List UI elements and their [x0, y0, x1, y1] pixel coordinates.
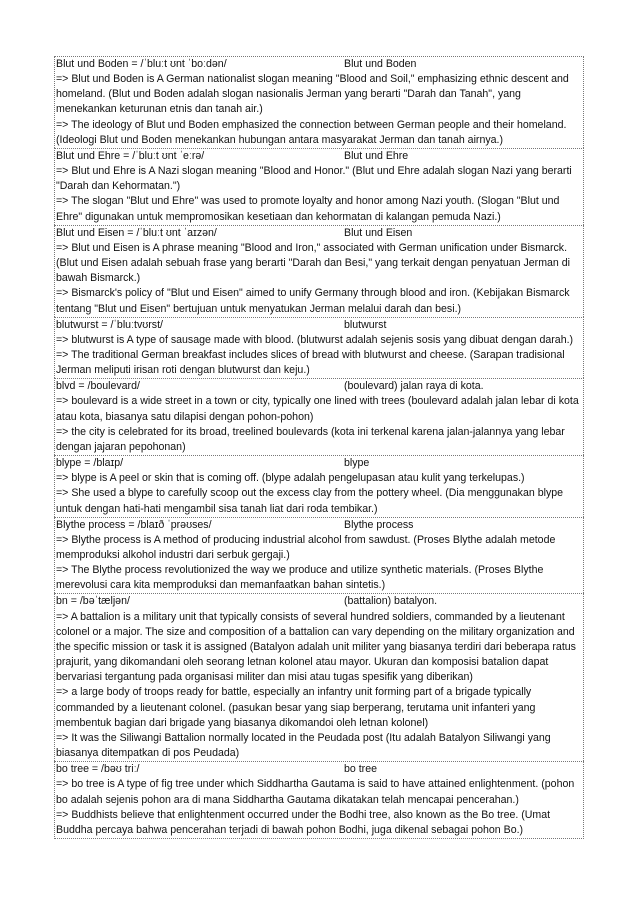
entry-headword: blutwurst = /ˈbluːtvʊrst/ [56, 318, 163, 331]
entry-example: => She used a blype to carefully scoop out the excess clay from the pottery wheel. (Dia menggunakan blype untuk dengan hati-hati mengambil sisa tanah liat dari roda tembikar.) [56, 487, 564, 515]
entry-headword: Blut und Boden = /ˈbluːt ʊnt ˈboːdən/ [56, 58, 227, 70]
entry-example: => Blut und Boden is A German nationalist slogan meaning "Blood and Soil," emphasizing ethnic descent and homeland. (Blut und Boden adalah slogan nasionalis Jerman yang berarti "Darah dan Tanah", yang menekankan keturunan etnis dan tanah air.) [56, 73, 569, 116]
entry-header [56, 594, 582, 609]
entry-gloss: Blythe process [344, 518, 414, 531]
entry-example: => It was the Siliwangi Battalion normally located in the Peudada post (Itu adalah Batalyon Siliwangi yang biasanya ditempatkan di pos Peudada) [56, 731, 551, 760]
entry-header [56, 149, 582, 164]
entry-example: => Blut und Eisen is A phrase meaning "Blood and Iron," associated with German unification under Bismarck. (Blut und Eisen adalah sebuah frase yang berarti "Darah dan Besi," yang terkait dengan penyatuan Jerman di bawah Bismarck.) [56, 241, 570, 285]
entry-headword: Blut und Eisen = /ˈbluːt ʊnt ˈaɪzən/ [56, 226, 217, 239]
entry-headword: bo tree = /bəʊ triː/ [56, 763, 140, 776]
entry-example: => Blythe process is A method of producing industrial alcohol from sawdust. (Proses Blythe adalah metode memproduksi alkohol industri dari serbuk gergaji.) [56, 533, 556, 561]
entry-gloss: (battalion) batalyon. [344, 595, 438, 608]
entry-gloss: Blut und Ehre [344, 149, 409, 162]
entry-header [56, 456, 582, 471]
entry-example: => a large body of troops ready for battle, especially an infantry unit forming part of a brigade typically commanded by a lieutenant colonel. (pasukan besar yang siap berperang, terutama unit infanteri yang membentuk bagian dari brigade yang biasanya dikomandoi oleh letnan kolonel) [56, 686, 536, 729]
dictionary-entry [54, 517, 584, 594]
dictionary-entry [54, 56, 584, 148]
entry-header [56, 57, 582, 72]
entry-example: => The Blythe process revolutionized the way we produce and utilize synthetic materials. (Proses Blythe merevolusi cara kita memproduksi dan memanfaatkan bahan sintetis.) [56, 564, 544, 592]
entry-example: => the city is celebrated for its broad, treelined boulevards (kota ini terkenal karena jalan-jalannya yang lebar dengan jajaran pepohonan) [56, 425, 565, 453]
entry-example: => blype is A peel or skin that is coming off. (blype adalah pengelupasan atau kulit yang terkelupas.) [56, 472, 525, 485]
entry-headword: bn = /bəˈtæljən/ [56, 595, 130, 608]
entry-header [56, 226, 582, 241]
entry-example: => Buddhists believe that enlightenment occurred under the Bodhi tree, also known as the Bo tree. (Umat Buddha percaya bahwa pencerahan terjadi di bawah pohon Bodhi, juga dikenal sebagai pohon Bo.) [56, 808, 551, 836]
entry-gloss: Blut und Boden [344, 58, 417, 70]
entry-header [56, 318, 582, 333]
dictionary-entry [54, 761, 584, 839]
dictionary-entry [54, 593, 584, 761]
dictionary-entry [54, 317, 584, 379]
entry-headword: blvd = /boulevard/ [56, 380, 140, 393]
entry-gloss: blype [344, 457, 370, 470]
dictionary-page [54, 56, 584, 839]
entry-example: => The slogan "Blut und Ehre" was used to promote loyalty and honor among Nazi youth. (Slogan "Blut und Ehre" digunakan untuk mempromosikan kesetiaan dan kehormatan di kalangan pemuda Nazi.) [56, 195, 560, 223]
dictionary-entry [54, 378, 584, 455]
entry-example: => The ideology of Blut und Boden emphasized the connection between German people and their homeland. (Ideologi Blut und Boden menekankan hubungan antara masyarakat Jerman dan tanah airnya.) [56, 118, 567, 146]
entry-gloss: bo tree [344, 763, 377, 776]
entry-header [56, 518, 582, 533]
entry-gloss: blutwurst [344, 318, 387, 331]
entry-example: => Blut und Ehre is A Nazi slogan meaning "Blood and Honor." (Blut und Ehre adalah slogan Nazi yang berarti "Darah dan Kehormatan.") [56, 165, 572, 193]
entry-example: => Bismarck's policy of "Blut und Eisen" aimed to unify Germany through blood and iron. (Kebijakan Bismarck tentang "Blut und Eisen" bertujuan untuk menyatukan Jerman melalui darah dan besi.) [56, 287, 570, 315]
entry-example: => blutwurst is A type of sausage made with blood. (blutwurst adalah sejenis sosis yang dibuat dengan darah.) [56, 333, 574, 346]
entry-example: => A battalion is a military unit that typically consists of several hundred soldiers, commanded by a lieutenant colonel or a major. The size and composition of a battalion can vary depending on the military organization and the specific mission or task it is assigned (Batalyon adalah unit militer yang biasanya terdiri dari beberapa ratus prajurit, yang dikomandani oleh seorang letnan kolonel atau mayor. Ukuran dan komposisi batalion dapat bervariasi tergantung pada organisasi militer dan misi atau tugas spesifik yang diberikan) [56, 610, 576, 684]
entry-header [56, 379, 582, 394]
dictionary-entry [54, 455, 584, 517]
entry-headword: Blut und Ehre = /ˈbluːt ʊnt ˈeːrə/ [56, 149, 205, 162]
entry-headword: Blythe process = /blaɪð ˈprəʊses/ [56, 518, 212, 531]
dictionary-entry [54, 148, 584, 225]
dictionary-entry [54, 225, 584, 317]
entry-headword: blype = /blaɪp/ [56, 457, 124, 470]
entry-example: => boulevard is a wide street in a town or city, typically one lined with trees (boulevard adalah jalan lebar di kota atau kota, biasanya satu dilapisi dengan pohon-pohon) [56, 395, 579, 423]
entry-example: => The traditional German breakfast includes slices of bread with blutwurst and cheese. (Sarapan tradisional Jerman meliputi irisan roti dengan blutwurst dan keju.) [56, 348, 565, 377]
entry-gloss: Blut und Eisen [344, 226, 413, 239]
entry-header [56, 762, 582, 777]
entry-gloss: (boulevard) jalan raya di kota. [344, 380, 484, 393]
entry-example: => bo tree is A type of fig tree under which Siddhartha Gautama is said to have attained enlightenment. (pohon bo adalah sejenis pohon ara di mana Siddhartha Gautama dikatakan telah mencapai pencerahan.) [56, 778, 575, 806]
